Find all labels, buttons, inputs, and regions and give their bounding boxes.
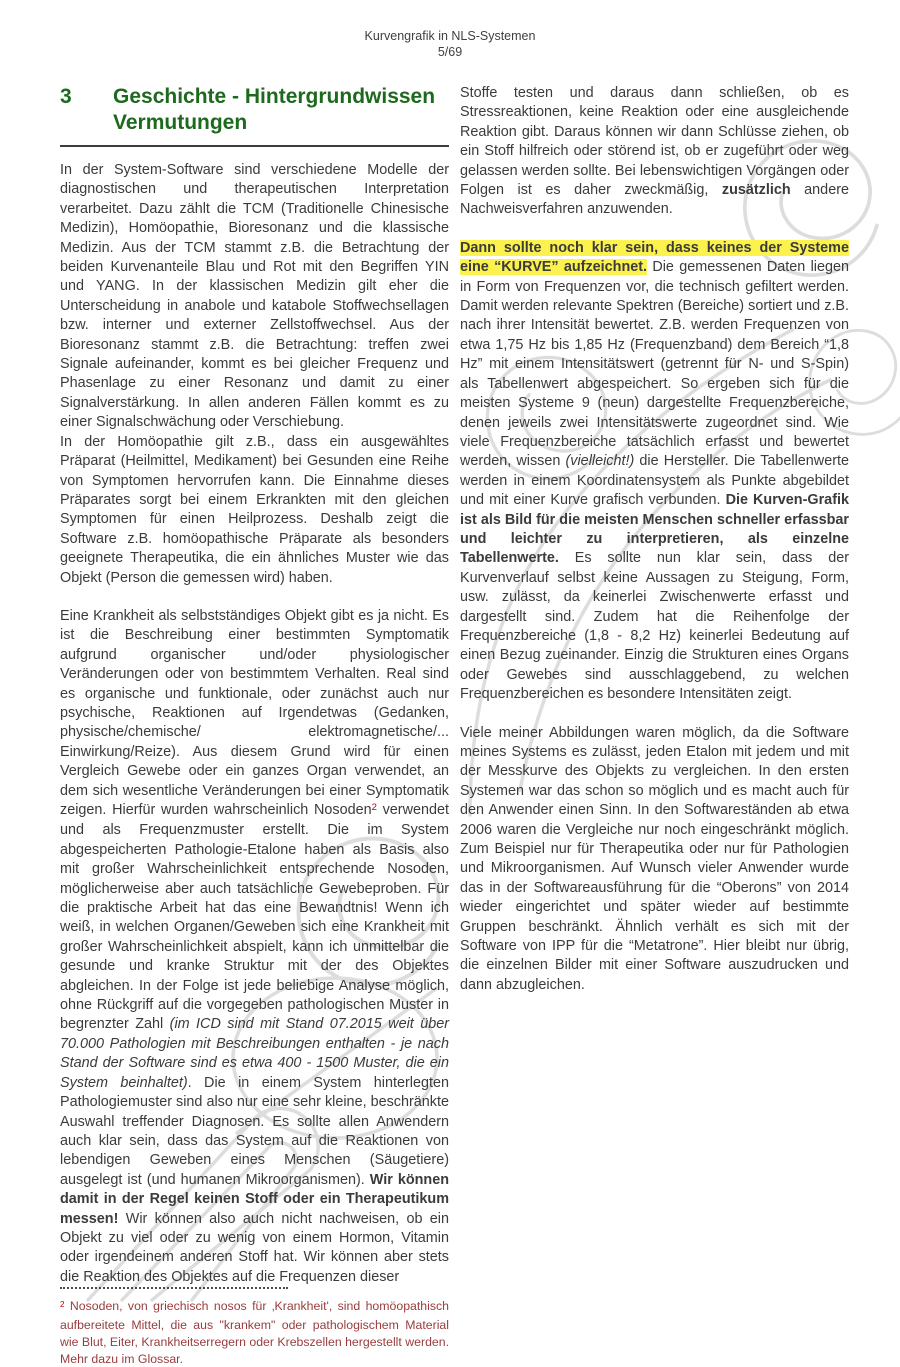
paragraph: Dann sollte noch klar sein, dass keines der Systeme eine “KURVE” aufzeichnet. Die gemessenen Daten liegen in Form von Frequenzen vor, die technisch gefiltert werden. Damit werden relevante Spektren (Bereiche) sortiert und z.B. nach ihrer Intensität bewertet. Z.B. werden Frequenzen von etwa 1,75 Hz bis 1,85 Hz (Frequenzband) dem Bereich “1,8 Hz” mit einem Intensitätswert (getrennt für N- und S-Spin) als Tabellenwert abgespeichert. So ergeben sich für die meisten Systeme 9 (neun) dargestellte Frequenzbereiche, denen jeweils zwei Intensitätswerte zugeordnet sind. Wie viele Frequenzbereiche tatsächlich erfasst und bewertet werden, wissen (vielleicht!) die Hersteller. Die Tabellenwerte werden in einem Koordinatensystem als Punkte abgebildet und mit einer Kurve grafisch verbunden. Die Kurven-Grafik ist als Bild für die meisten Menschen schneller erfassbar und leichter zu interpretieren, als einzelne Tabellenwerte. Es sollte nun klar sein, dass der Kurvenverlauf selbst keine Aussagen zu Steigung, Form, usw. zulässt, da keinerlei Zwischenwerte erfasst und dargestellt sind. Zudem hat die Reihenfolge der Frequenzbereiche (1,8 - 8,2 Hz) keinerlei Bedeutung auf einen Bezug zueinander. Einzig die Strukturen eines Organs oder Gewebes sind ausschlaggebend, zu welchen Frequenzbereichen es besondere Intensitäten zeigt.	[460, 239, 849, 703]
paragraph: Stoffe testen und daraus dann schließen, ob es Stressreaktionen, keine Reaktion oder eine ausgleichende Reaktion gibt. Daraus können wir dann Schlüsse ziehen, ob ein Stoff hilfreich oder störend ist, ob er zugeführt oder weg gelassen werden sollte. Bei lebenswichtigen Vorgängen oder Folgen ist es daher zweckmäßig, zusätzlich andere Nachweisverfahren anzuwenden.	[460, 85, 849, 218]
section-title-line1: Geschichte - Hintergrundwissen	[113, 85, 436, 108]
section-title	[113, 84, 435, 136]
right-column	[460, 84, 849, 1279]
header-title: Kurvengrafik in NLS-Systemen	[364, 29, 536, 43]
header-page-number: 5/69	[437, 45, 463, 59]
section-number: 3	[60, 85, 72, 108]
paragraph: Eine Krankheit als selbstständiges Objekt gibt es ja nicht. Es ist die Beschreibung einer bestimmten Symptomatik aufgrund organischer und/oder physiologischer Veränderungen oder von bestimmtem Verhalten. Real sind es organische und funktionale, oder zunächst auch nur psychische, Reaktionen auf Irgendetwas (Gedanken, physische/chemische/ elektromagnetische/... Einwirkung/Reize). Aus diesem Grund wird für einen Vergleich Gewebe oder ein ganzes Organ verwendet, an dem sich wesentliche Veränderungen bei einer Symptomatik zeigen. Hierfür wurden wahrscheinlich Nosoden$^2$ verwendet und als Frequenzmuster erstellt. Die im System abgespeicherten Pathologie-Etalone haben als Basis also mit großer Wahrscheinlichkeit entsprechende Nosoden, möglicherweise aber auch tatsächliche Gewebeproben. Für die praktische Arbeit hat das eine Bewandtnis! Wenn ich weiß, in welchen Organen/Geweben sich eine Krankheit mit großer Wahrscheinlichkeit abspielt, kann ich unmittelbar die gesunde und kranke Struktur mit der des Objektes abgleichen. In der Folge ist jede beliebige Analyse möglich, ohne Rückgriff auf die vorgegeben pathologischen Muster in begrenzter Zahl (im ICD sind mit Stand 07.2015 weit über 70.000 Pathologien mit Beschreibungen enthalten - je nach Stand der Software sind es etwa 400 - 1500 Muster, die ein System beinhaltet). Die in einem System hinterlegten Pathologiemuster sind also nur eine sehr kleine, beschränkte Auswahl treffender Diagnosen. Es sollte allen Anwendern auch klar sein, dass das System auf die Reaktionen von lebendigen Geweben eines Menschen (Säugetiere) ausgelegt ist (und humanen Mikroorganismen). Wir können damit in der Regel keinen Stoff oder ein Therapeutikum messen! Wir können also auch nicht nachweisen, ob ein Objekt zu viel oder zu wenig von einem Hormon, Vitamin oder irgendeinem anderen Stoff hat. Wir können aber stets die Reaktion des Objektes auf die Frequenzen dieser	[60, 607, 449, 1285]
two-column-body	[0, 60, 900, 1366]
paragraph: In der System-Software sind verschiedene Modelle der diagnostischen und therapeutischen Interpretation verarbeitet. Dazu zählt die TCM (Traditionelle Chinesische Medizin), Homöopathie, Bioresonanz und die klassische Medizin. Aus der TCM stammt z.B. die Betrachtung der beiden Kurvenanteile Blau und Rot mit den Begriffen YIN und YANG. In der klassischen Medizin gilt eher die Unterscheidung in anabole und katabole Stoffwechsellagen bzw. interner und externer Zellstoffwechsel. Aus der Bioresonanz stammt z.B. die Betrachtung: treffen zwei Signale aufeinander, kommt es bei gleicher Frequenz und Phasenlage zu einer Resonanz und damit zu einer Signalverstärkung. In allen anderen Fällen kommt es zu einer Signalschwächung oder Verschiebung.	[60, 162, 449, 431]
paragraph: In der Homöopathie gilt z.B., dass ein ausgewähltes Präparat (Heilmittel, Medikament) bei Gesunden eine Reihe von Symptomen hervorrufen kann. Die Einnahme dieses Präparates sorgt bei einem Erkrankten mit den gleichen Symptomen für einen Heilprozess. Deshalb zeigt die Software z.B. homöopathische Präparate als besonders geeignete Therapeutika, die ein ähnliches Muster wie das Objekt (Person die gemessen wird) haben.	[60, 433, 449, 586]
section-title-line2: Vermutungen	[113, 111, 248, 134]
left-column	[60, 84, 449, 1366]
footnote-separator	[60, 1287, 288, 1289]
section-heading	[60, 84, 449, 147]
footnote-block	[60, 1287, 449, 1367]
paragraph: Viele meiner Abbildungen waren möglich, da die Software meines Systems es zulässt, jeden Etalon mit jedem und mit der Messkurve des Objekts zu vergleichen. In den ersten Systemen war das schon so möglich und es macht auch für den Anwender einen Sinn. In den Softwareständen ab etwa 2006 waren die Vergleiche nur noch eingeschränkt möglich. Zum Beispiel nur für Therapeutika oder nur für Pathologien und Mikroorganismen. Auf Wunsch vieler Anwender wurde das in der Softwareausführung für die “Oberons” von 2014 wieder eingerichtet und später wieder auf bestimmte Gruppen beschränkt. Ähnlich verhält es sich mit der Software von IPP für die “Metatrone”. Hier bleibt nur übrig, die einzelnen Bilder mit einer Software auszudrucken und dann abzugleichen.	[460, 724, 849, 993]
page-header	[0, 0, 900, 60]
footnote: $^2$ Nosoden, von griechisch nosos für ‚Krankheit', sind homöopathisch aufbereitete Mittel, die aus "krankem" oder pathologischem Material wie Blut, Eiter, Krankheitserregern oder Krebszellen hergestellt werden. Mehr dazu im Glossar.	[60, 1299, 449, 1366]
